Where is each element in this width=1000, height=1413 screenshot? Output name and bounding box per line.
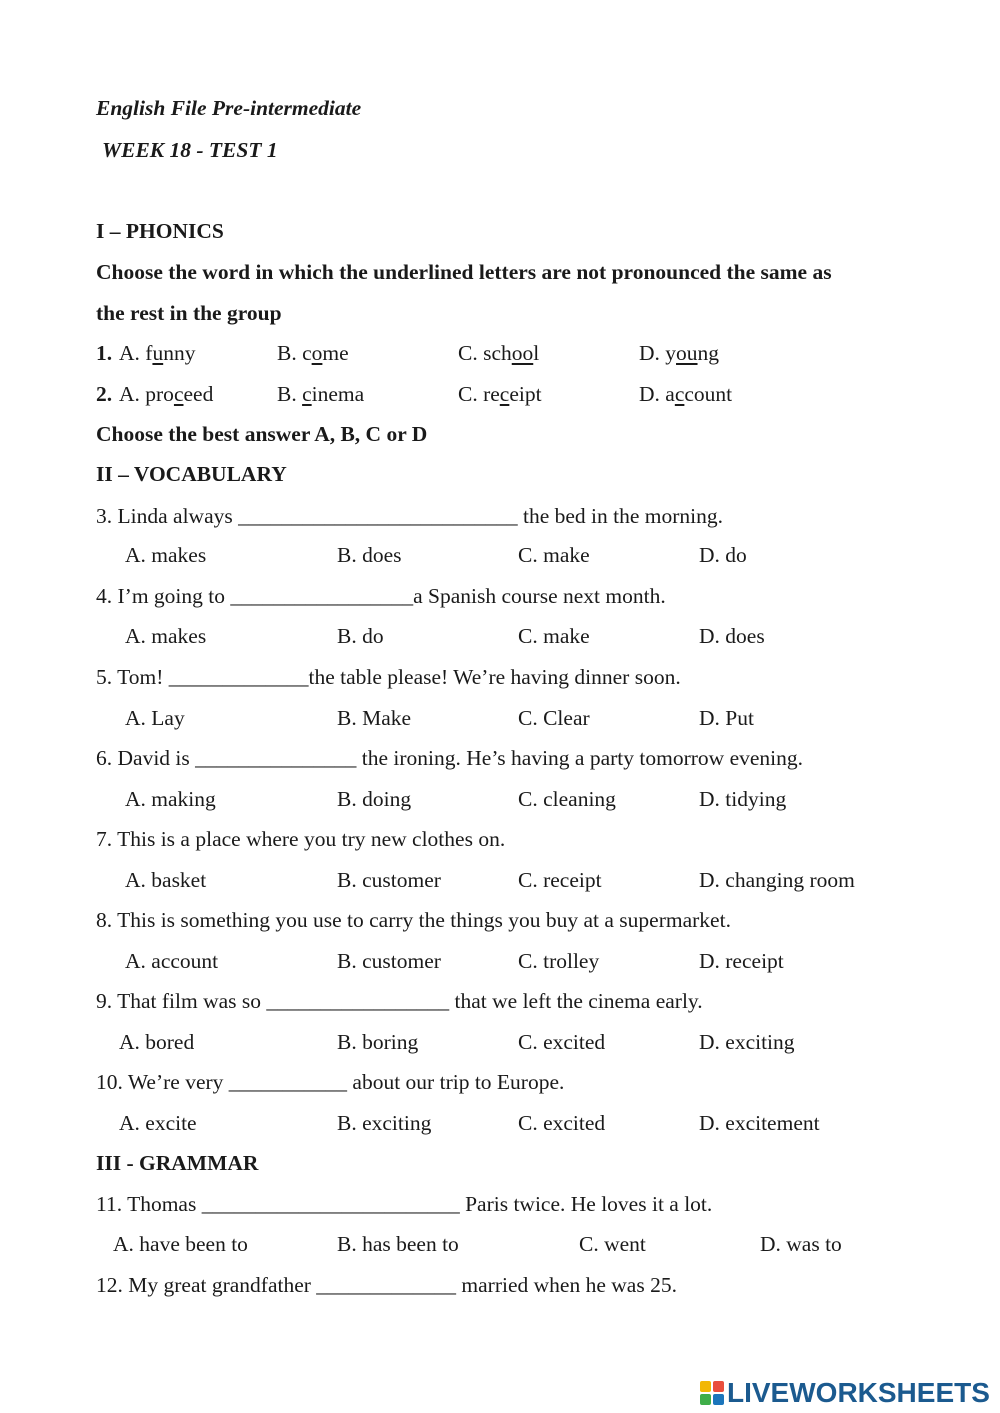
q2-option-d[interactable]: D. account: [639, 382, 733, 406]
q9-option-d[interactable]: D. exciting: [699, 1030, 795, 1054]
question-3: 3. Linda always __________________________ the bed in the morning.: [96, 504, 724, 528]
q10-option-b[interactable]: B. exciting: [337, 1111, 432, 1135]
q8-option-d[interactable]: D. receipt: [699, 949, 784, 973]
q11-option-a[interactable]: A. have been to: [113, 1232, 248, 1256]
question-9: 9. That film was so _________________ that we left the cinema early.: [96, 989, 703, 1013]
q6-option-d[interactable]: D. tidying: [699, 787, 787, 811]
q8-option-b[interactable]: B. customer: [337, 949, 441, 973]
q4-option-c[interactable]: C. make: [518, 624, 590, 648]
question-8: 8. This is something you use to carry the things you buy at a supermarket.: [96, 908, 731, 932]
q5-option-c[interactable]: C. Clear: [518, 706, 590, 730]
question-2: [96, 384, 112, 406]
question-11: 11. Thomas ________________________ Paris twice. He loves it a lot.: [96, 1192, 713, 1216]
q2-option-a[interactable]: A. proceed: [119, 382, 214, 406]
q10-option-c[interactable]: C. excited: [518, 1111, 606, 1135]
q2-option-c[interactable]: C. receipt: [458, 382, 542, 406]
q9-option-a[interactable]: A. bored: [119, 1030, 195, 1054]
phonics-instruction: Choose the word in which the underlined letters are not pronounced the same as: [96, 260, 832, 284]
q1-option-d[interactable]: D. young: [639, 341, 720, 365]
q6-option-a[interactable]: A. making: [125, 787, 216, 811]
book-title: English File Pre-intermediate: [96, 96, 362, 120]
q5-option-d[interactable]: D. Put: [699, 706, 754, 730]
q9-option-c[interactable]: C. excited: [518, 1030, 606, 1054]
choose-best-instruction: Choose the best answer A, B, C or D: [96, 422, 428, 446]
q4-option-b[interactable]: B. do: [337, 624, 384, 648]
test-title: WEEK 18 - TEST 1: [102, 138, 278, 162]
q5-option-a[interactable]: A. Lay: [125, 706, 185, 730]
q10-option-a[interactable]: A. excite: [119, 1111, 197, 1135]
section-heading-grammar: III - GRAMMAR: [96, 1151, 259, 1175]
q2-option-b[interactable]: B. cinema: [277, 382, 365, 406]
q4-option-d[interactable]: D. does: [699, 624, 765, 648]
question-12: 12. My great grandfather _____________ married when he was 25.: [96, 1273, 677, 1297]
phonics-instruction-cont: the rest in the group: [96, 301, 282, 325]
q1-option-c[interactable]: C. school: [458, 341, 540, 365]
question-number: 2.: [96, 382, 113, 406]
question-5: 5. Tom! _____________the table please! We’re having dinner soon.: [96, 665, 681, 689]
q3-option-c[interactable]: C. make: [518, 543, 590, 567]
logo-mark-icon: [700, 1381, 724, 1405]
q7-option-d[interactable]: D. changing room: [699, 868, 855, 892]
logo-text: LIVEWORKSHEETS: [727, 1377, 990, 1408]
q11-option-c[interactable]: C. went: [579, 1232, 646, 1256]
liveworksheets-logo: [700, 1378, 990, 1408]
q3-option-d[interactable]: D. do: [699, 543, 747, 567]
q6-option-c[interactable]: C. cleaning: [518, 787, 616, 811]
question-1: [96, 343, 112, 365]
q9-option-b[interactable]: B. boring: [337, 1030, 419, 1054]
q4-option-a[interactable]: A. makes: [125, 624, 207, 648]
q5-option-b[interactable]: B. Make: [337, 706, 412, 730]
section-heading-vocabulary: II – VOCABULARY: [96, 462, 287, 486]
q8-option-c[interactable]: C. trolley: [518, 949, 600, 973]
q3-option-a[interactable]: A. makes: [125, 543, 207, 567]
q8-option-a[interactable]: A. account: [125, 949, 219, 973]
question-4: 4. I’m going to _________________a Spanish course next month.: [96, 584, 666, 608]
q3-option-b[interactable]: B. does: [337, 543, 402, 567]
q10-option-d[interactable]: D. excitement: [699, 1111, 820, 1135]
q6-option-b[interactable]: B. doing: [337, 787, 412, 811]
question-6: 6. David is _______________ the ironing. He’s having a party tomorrow evening.: [96, 746, 804, 770]
question-number: 1.: [96, 341, 113, 365]
q11-option-d[interactable]: D. was to: [760, 1232, 842, 1256]
q1-option-b[interactable]: B. come: [277, 341, 349, 365]
question-7: 7. This is a place where you try new clothes on.: [96, 827, 506, 851]
q11-option-b[interactable]: B. has been to: [337, 1232, 459, 1256]
q7-option-a[interactable]: A. basket: [125, 868, 207, 892]
q7-option-b[interactable]: B. customer: [337, 868, 441, 892]
section-heading-phonics: I – PHONICS: [96, 219, 224, 243]
q1-option-a[interactable]: A. funny: [119, 341, 196, 365]
question-10: 10. We’re very ___________ about our trip to Europe.: [96, 1070, 565, 1094]
q7-option-c[interactable]: C. receipt: [518, 868, 602, 892]
